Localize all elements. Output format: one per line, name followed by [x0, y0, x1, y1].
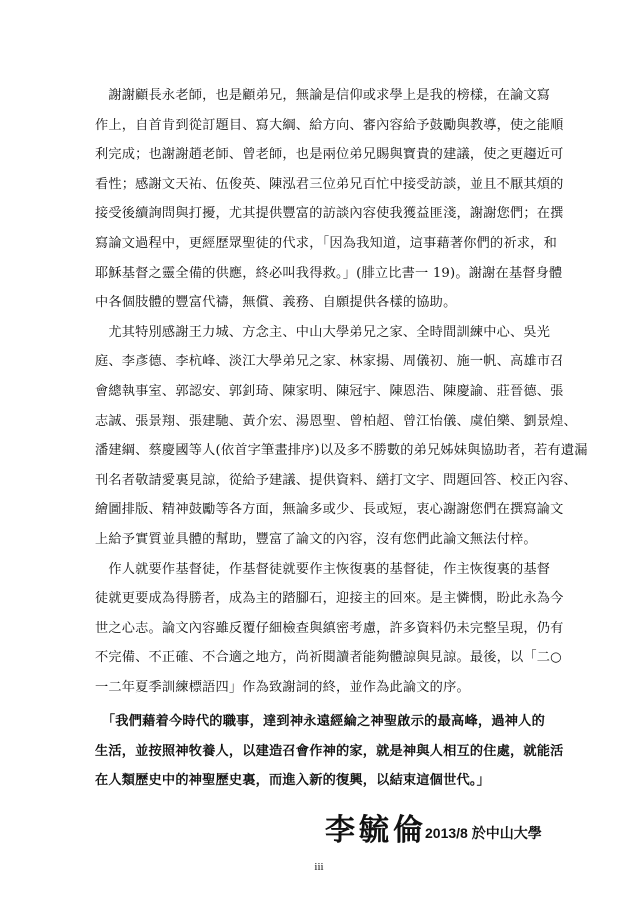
date-place: 2013/8 於中山大學 — [425, 824, 542, 841]
paragraph-line: 潘建綱、蔡慶國等人(依首字筆畫排序)以及多不勝數的弟兄姊妹與協助者，若有遺漏 — [95, 443, 588, 459]
paragraph-line: 謝謝顧長永老師，也是顧弟兄，無論是信仰或求學上是我的榜樣，在論文寫 — [95, 88, 551, 103]
paragraph-line: 作人就要作基督徒，作基督徒就要作主恢復裏的基督徒，作主恢復裏的基督 — [95, 561, 551, 577]
quote-line: 「我們藉着今時代的職事，達到神永遠經綸之神聖啟示的最高峰，過神人的 — [95, 714, 545, 729]
paragraph-line: 利完成；也謝謝趙老師、曾老師，也是兩位弟兄賜與寶貴的建議，使之更趨近可 — [95, 147, 564, 163]
paragraph-line: 看性；感謝文天祐、伍俊英、陳泓君三位弟兄百忙中接受訪談，並且不厭其煩的 — [95, 176, 564, 192]
paragraph-line: 尤其特別感謝王力城、方念主、中山大學弟兄之家、全時間訓練中心、吳光 — [95, 324, 551, 340]
signature: 李毓倫 — [325, 812, 427, 848]
paragraph-line: 志誠、張景翔、張建馳、黃介宏、湯恩聖、曾柏超、曾江怡儀、虞伯樂、劉景煌、 — [95, 413, 577, 429]
paragraph-line: 上給予實質並具體的幫助，豐富了論文的內容，沒有您們此論文無法付梓。 — [95, 532, 537, 547]
paragraph-line: 寫論文過程中，更經歷眾聖徒的代求，「因為我知道，這事藉著你們的祈求，和 — [95, 236, 557, 251]
paragraph-line: 會總執事室、郭認安、郭釗琦、陳家明、陳冠宇、陳恩浩、陳慶諭、莊晉德、張 — [95, 384, 564, 399]
paragraph-line: 繪圖排版、精神鼓勵等各方面，無論多或少、長或短，衷心謝謝您們在撰寫論文 — [95, 502, 564, 518]
paragraph-line: 徒就更要成為得勝者，成為主的踏腳石，迎接主的回來。是主憐憫，盼此永為今 — [95, 591, 564, 607]
paragraph-line: 庭、李彥德、李杭峰、淡江大學弟兄之家、林家揚、周儀初、施一帆、高雄市召 — [95, 354, 564, 370]
paragraph-line: 接受後續詢問與打擾，尤其提供豐富的訪談內容使我獲益匪淺，謝謝您們；在撰 — [95, 206, 564, 222]
paragraph-line: 刊名者敬請愛裏見諒，從給予建議、提供資料、繕打文字、問題回答、校正內容、 — [95, 472, 577, 488]
paragraph-line: 世之心志。論文內容雖反覆仔細檢查與縝密考慮，許多資料仍未完整呈現，仍有 — [95, 620, 564, 636]
paragraph-line: 一二年夏季訓練標語四」作為致謝詞的終，並作為此論文的序。 — [95, 680, 470, 695]
paragraph-line: 作上，自首肯到從訂題目、寫大綱、給方向、審內容給予鼓勵與教導，使之能順 — [95, 117, 564, 133]
quote-line: 生活，並按照神牧養人，以建造召會作神的家，就是神與人相互的住處，就能活 — [95, 743, 564, 759]
quote-line: 在人類歷史中的神聖歷史裏，而進入新的復興，以結束這個世代。」 — [95, 773, 491, 789]
paragraph-line: 耶穌基督之靈全備的供應，終必叫我得救。」(腓立比書一 19)。謝謝在基督身體 — [95, 265, 563, 281]
page-number: iii — [314, 860, 324, 873]
paragraph-line: 中各個肢體的豐富代禱，無償、義務、自願提供各樣的協助。 — [95, 295, 457, 311]
paragraph-line: 不完備、不正確、不合適之地方，尚祈閱讀者能夠體諒與見諒。最後，以「二○ — [95, 650, 562, 666]
